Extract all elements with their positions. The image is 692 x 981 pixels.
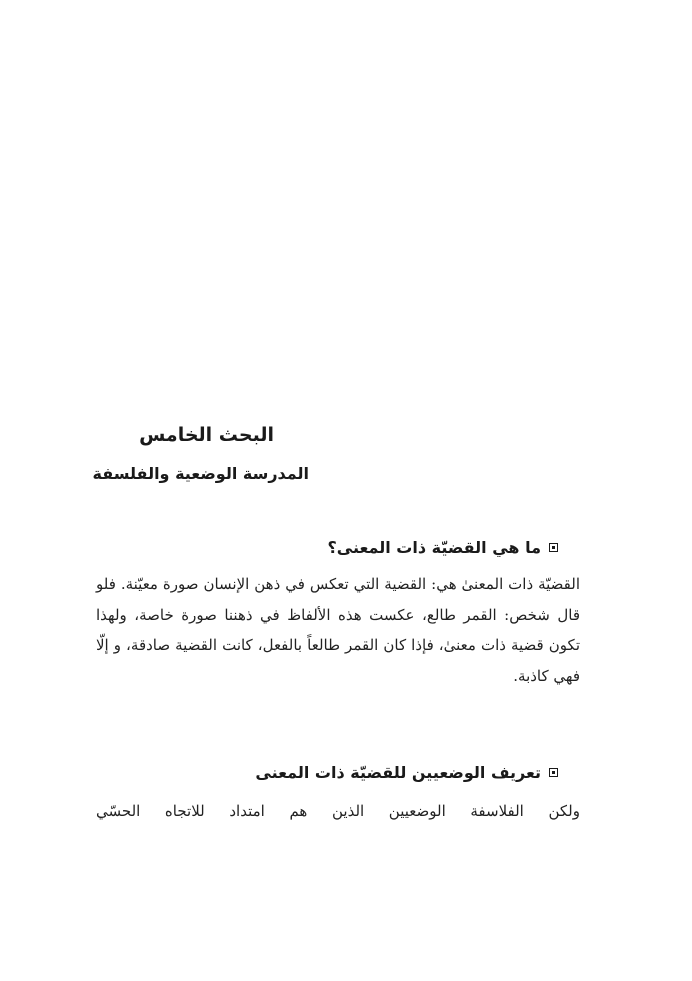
square-bullet-icon [549, 543, 558, 552]
section-paragraph: القضيّة ذات المعنىٰ هي: القضية التي تعكس في ذهن الإنسان صورة معيّنة. فلو قال شخص: القمر طالع، عكست هذه الألفاظ في ذهننا صورة خاصة، ولهذا تكون قضية ذات معنىٰ، فإذا كان القمر طالعاً بالفعل، كانت القضية صادقة، و إلّا فهي كاذبة. [96, 575, 580, 685]
section-heading-text: ما هي القضيّة ذات المعنى؟ [327, 538, 541, 557]
section-paragraph: ولكن الفلاسفة الوضعيين الذين هم امتداد للاتجاه الحسّي [96, 802, 580, 820]
square-bullet-icon [549, 768, 558, 777]
chapter-title: البحث الخامس [139, 424, 274, 446]
section-heading [255, 763, 558, 782]
section-heading-text: تعريف الوضعيين للقضيّة ذات المعنى [255, 763, 541, 782]
section-heading [327, 538, 558, 557]
chapter-subtitle: المدرسة الوضعية والفلسفة [92, 464, 309, 483]
